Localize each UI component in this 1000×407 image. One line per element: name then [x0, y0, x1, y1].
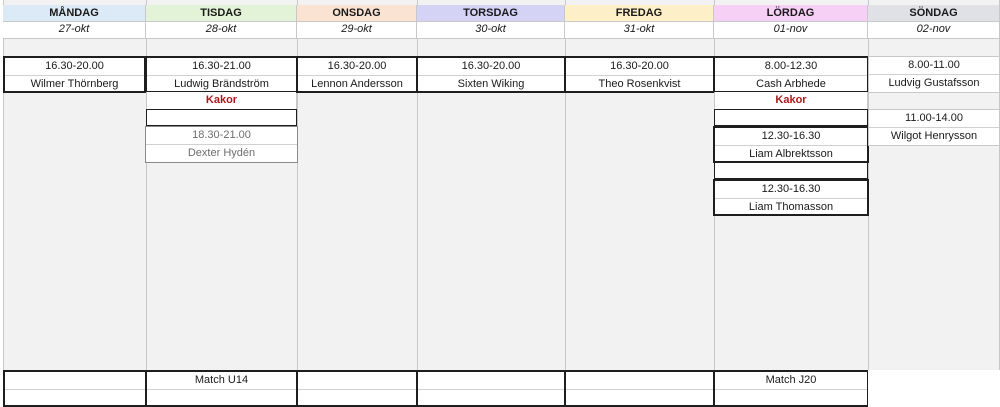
day-date-wednesday: 29-okt	[297, 22, 417, 38]
note-tuesday: Kakor	[146, 92, 297, 110]
bottom-cell-sunday	[868, 370, 1000, 407]
shift-thursday-1[interactable]	[416, 56, 566, 93]
shift-time: 11.00-14.00	[905, 112, 963, 124]
day-header-wednesday: ONSDAG	[297, 5, 417, 22]
shift-time: 8.00-11.00	[908, 59, 960, 71]
shift-person: Ludwig Brändström	[147, 75, 296, 93]
shift-time: 18.30-21.00	[192, 129, 251, 141]
shift-person: Cash Arbhede	[715, 75, 867, 93]
empty-slot-saturday-1[interactable]	[714, 109, 868, 126]
day-date-sunday: 02-nov	[868, 22, 1000, 38]
shift-time: 16.30-20.00	[45, 60, 104, 72]
shift-time: 8.00-12.30	[764, 60, 818, 72]
day-header-tuesday: TISDAG	[146, 5, 297, 22]
bottom-cell-thursday[interactable]	[416, 370, 566, 407]
day-date-saturday: 01-nov	[714, 22, 868, 38]
shift-time: 16.30-20.00	[327, 60, 387, 72]
bottom-cell-wednesday[interactable]	[296, 370, 418, 407]
day-date-tuesday: 28-okt	[146, 22, 297, 38]
shift-time: 12.30-16.30	[761, 183, 821, 195]
shift-sunday-1[interactable]	[868, 56, 1000, 93]
day-date-thursday: 30-okt	[417, 22, 565, 38]
shift-person: Lennon Andersson	[298, 75, 416, 93]
shift-saturday-2[interactable]	[713, 126, 869, 163]
day-header-sunday: SÖNDAG	[868, 5, 1000, 22]
shift-tuesday-1[interactable]	[145, 56, 298, 93]
match-saturday[interactable]	[713, 370, 869, 407]
day-header-friday: FREDAG	[565, 5, 714, 22]
shift-saturday-3[interactable]	[713, 179, 869, 216]
shift-time: 16.30-21.00	[192, 60, 251, 72]
shift-time: 16.30-20.00	[461, 60, 521, 72]
day-date-monday: 27-okt	[3, 22, 146, 38]
shift-saturday-1[interactable]	[713, 56, 869, 93]
match-label: Match J20	[765, 374, 817, 386]
match-tuesday[interactable]	[145, 370, 298, 407]
shift-person: Liam Thomasson	[715, 198, 867, 216]
day-header-saturday: LÖRDAG	[714, 5, 868, 22]
note-saturday: Kakor	[714, 92, 868, 110]
shift-person: Wilmer Thörnberg	[5, 75, 144, 93]
shift-person: Wilgot Henrysson	[869, 127, 999, 145]
bottom-cell-friday[interactable]	[564, 370, 715, 407]
shift-wednesday-1[interactable]	[296, 56, 418, 93]
grid-line	[3, 38, 1000, 39]
day-header-monday: MÅNDAG	[3, 5, 146, 22]
shift-sunday-2[interactable]	[868, 109, 1000, 146]
shift-tuesday-2[interactable]	[145, 126, 298, 163]
shift-person: Ludvig Gustafsson	[869, 74, 999, 92]
shift-time: 12.30-16.30	[761, 130, 821, 142]
day-header-thursday: TORSDAG	[417, 5, 565, 22]
day-date-friday: 31-okt	[565, 22, 714, 38]
shift-friday-1[interactable]	[564, 56, 715, 93]
shift-person: Sixten Wiking	[418, 75, 564, 93]
bottom-cell-monday[interactable]	[3, 370, 147, 407]
empty-slot-saturday-2[interactable]	[714, 162, 868, 179]
shift-time: 16.30-20.00	[610, 60, 669, 72]
match-label: Match U14	[194, 374, 249, 386]
empty-slot-tuesday[interactable]	[146, 109, 297, 126]
shift-monday-1[interactable]	[3, 56, 146, 93]
shift-person: Dexter Hydén	[146, 144, 297, 162]
shift-person: Liam Albrektsson	[715, 145, 867, 163]
shift-person: Theo Rosenkvist	[566, 75, 713, 93]
